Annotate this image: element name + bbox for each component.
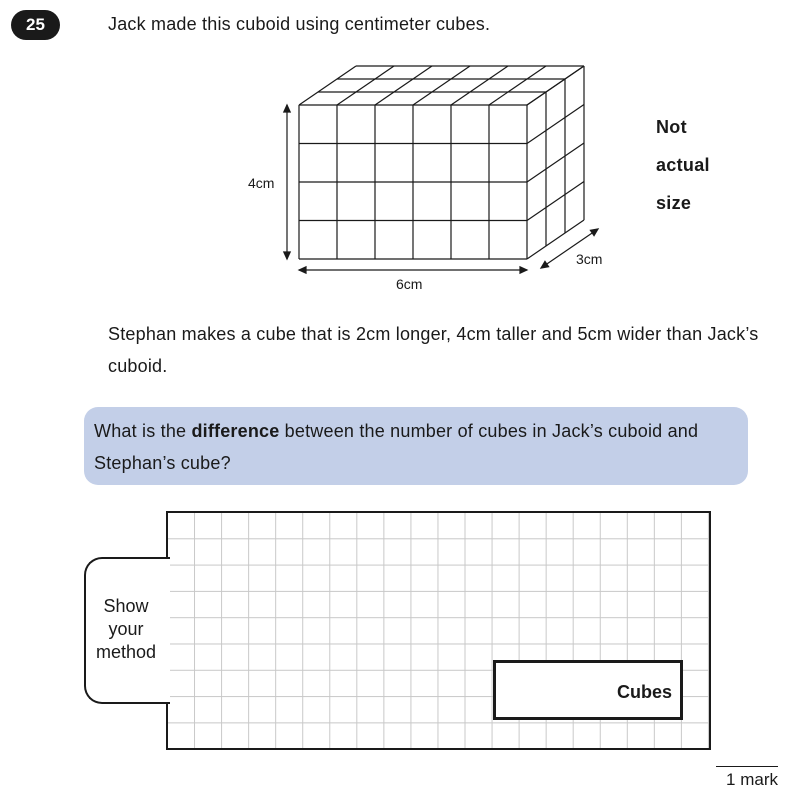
method-line: Show	[103, 596, 149, 616]
not-actual-size-note	[656, 108, 710, 222]
depth-arrow-head	[590, 229, 598, 236]
answer-box[interactable]	[493, 660, 683, 720]
height-arrow-head	[284, 252, 290, 259]
marks-label: 1 mark	[716, 766, 778, 790]
method-line: method	[95, 642, 157, 662]
top-depth-edge	[451, 66, 508, 105]
question-emphasis: difference	[191, 421, 280, 441]
stephan-text: Stephan makes a cube that is 2cm longer, 4cm taller and 5cm wider than Jack’s cuboid.	[108, 324, 759, 376]
question-text-start: What is the	[94, 421, 192, 441]
side-depth-edge	[527, 182, 584, 221]
length-label: 6cm	[396, 276, 423, 292]
method-line: your	[108, 619, 144, 639]
depth-label: 3cm	[576, 251, 603, 267]
question-text-end: between the number of cubes in Jack’s cuboid and Stephan’s cube?	[94, 421, 699, 473]
length-arrow-head	[299, 267, 306, 273]
intro-text: Jack made this cuboid using centimeter cubes.	[108, 14, 491, 34]
depth-arrow-head	[541, 261, 549, 268]
top-depth-edge	[489, 66, 546, 105]
show-method-label	[86, 595, 166, 664]
height-arrow-head	[284, 105, 290, 112]
side-depth-edge	[527, 66, 584, 105]
top-depth-edge	[375, 66, 432, 105]
length-arrow-head	[520, 267, 527, 273]
question-number: 25	[11, 10, 60, 40]
note-line: size	[656, 193, 692, 213]
top-depth-edge	[337, 66, 394, 105]
side-depth-edge	[527, 105, 584, 144]
side-depth-edge	[527, 143, 584, 182]
top-depth-edge	[299, 66, 356, 105]
note-line: Not	[656, 117, 687, 137]
top-depth-edge	[413, 66, 470, 105]
height-label: 4cm	[248, 175, 275, 191]
answer-unit-label: Cubes	[616, 682, 672, 702]
question-box	[84, 407, 748, 485]
note-line: actual	[656, 155, 710, 175]
